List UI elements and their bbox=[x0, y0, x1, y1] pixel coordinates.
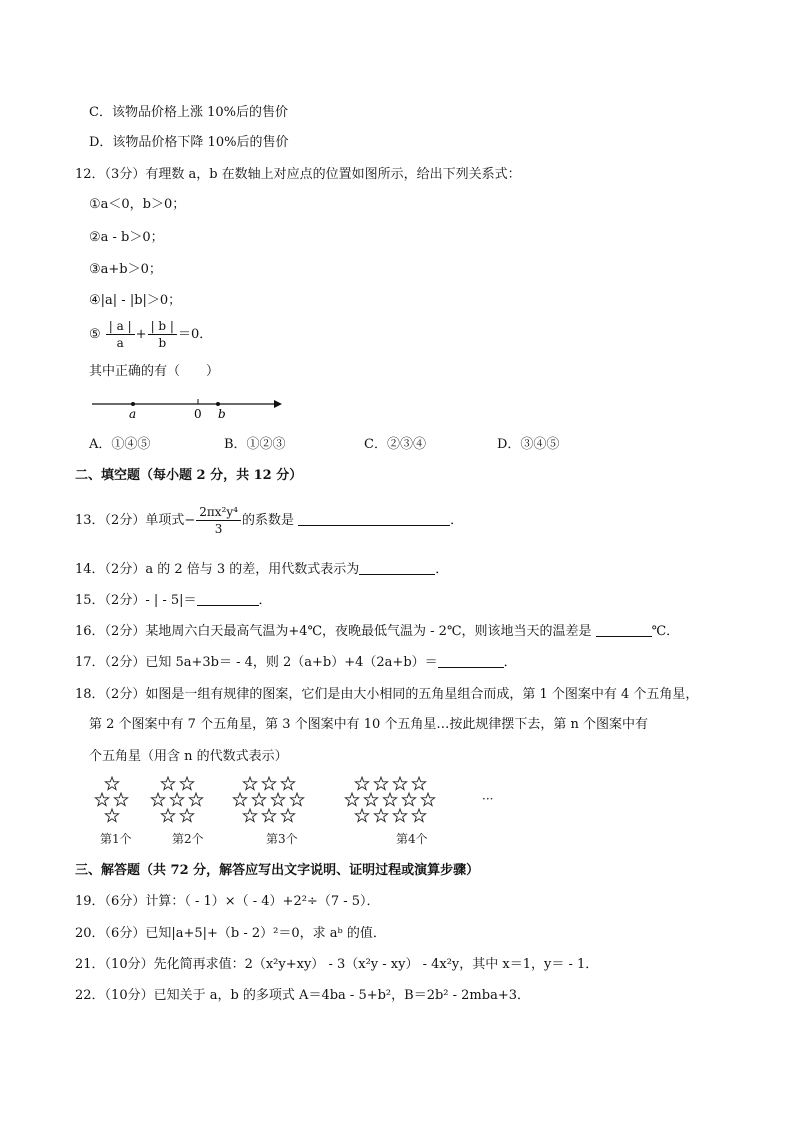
q13-suffix: 的系数是 bbox=[241, 513, 294, 528]
q13-minus: − bbox=[184, 513, 196, 528]
ellipsis: ··· bbox=[482, 792, 494, 806]
answer-blank[interactable] bbox=[197, 593, 259, 606]
number-line bbox=[88, 393, 284, 423]
fraction-numerator: | a | bbox=[106, 318, 135, 335]
star-icon bbox=[281, 809, 294, 822]
star-icon bbox=[252, 793, 265, 806]
star-icon bbox=[364, 793, 377, 806]
q12-statement-5 bbox=[89, 318, 212, 352]
q14-text: 14．（2分）a 的 2 倍与 3 的差，用代数式表示为 bbox=[75, 562, 360, 577]
q13-prefix: 13．（2分）单项式 bbox=[75, 513, 185, 528]
fraction-numerator: | b | bbox=[148, 318, 177, 335]
star-icon bbox=[345, 793, 358, 806]
star-icon bbox=[114, 793, 127, 806]
star-icon bbox=[402, 793, 415, 806]
answer-blank[interactable] bbox=[438, 655, 504, 668]
option-11-c: C．该物品价格上涨 10%后的售价 bbox=[89, 105, 288, 120]
star-icon bbox=[105, 777, 118, 790]
q12-s5-plus: + bbox=[135, 327, 147, 342]
q12-stem: 12．（3分）有理数 a，b 在数轴上对应点的位置如图所示，给出下列关系式： bbox=[75, 167, 521, 182]
star-icon bbox=[393, 777, 406, 790]
star-icon bbox=[271, 793, 284, 806]
star-icon bbox=[189, 793, 202, 806]
q21: 21．（10分）先化简再求值：2（x²y+xy） - 3（x²y - xy） - 4x²y，其中 x＝1，y＝ - 1． bbox=[75, 957, 599, 972]
q16-text: 16．（2分）某地周六白天最高气温为+4℃，夜晚最低气温为 - 2℃，则该地当天的温差是 bbox=[75, 624, 592, 639]
star-icon bbox=[170, 793, 183, 806]
star-icon bbox=[355, 809, 368, 822]
star-icon bbox=[180, 809, 193, 822]
q12-s5-suffix: ＝0． bbox=[177, 327, 213, 342]
q12-choice-c: C．②③④ bbox=[364, 437, 426, 452]
answer-blank[interactable] bbox=[596, 624, 652, 637]
star-pattern-figure bbox=[88, 775, 500, 851]
star-icon bbox=[412, 777, 425, 790]
q18-line-1: 18．（2分）如图是一组有规律的图案，它们是由大小相同的五角星组合而成，第 1 个图案中有 4 个五角星， bbox=[75, 687, 699, 702]
q15-end: ． bbox=[258, 593, 272, 608]
star-icon bbox=[421, 793, 434, 806]
q12-choice-d: D．③④⑤ bbox=[497, 437, 560, 452]
star-icon bbox=[412, 809, 425, 822]
star-icon bbox=[383, 793, 396, 806]
q12-choice-a: A．①④⑤ bbox=[89, 437, 151, 452]
label-b: b bbox=[218, 407, 226, 421]
star-icon bbox=[151, 793, 164, 806]
q12-s5-fraction-a bbox=[106, 318, 135, 351]
answer-blank[interactable] bbox=[359, 562, 435, 575]
section-3-heading: 三、解答题（共 72 分，解答应写出文字说明、证明过程或演算步骤） bbox=[75, 863, 480, 878]
q17-text: 17．（2分）已知 5a+3b＝ - 4，则 2（a+b）+4（2a+b）＝ bbox=[75, 655, 438, 670]
fraction-numerator: 2πx²y⁴ bbox=[196, 504, 241, 521]
q12-s5-fraction-b bbox=[148, 318, 177, 351]
option-11-d: D．该物品价格下降 10%后的售价 bbox=[89, 135, 289, 150]
star-icon bbox=[233, 793, 246, 806]
star-icon bbox=[374, 777, 387, 790]
q15 bbox=[75, 592, 272, 610]
point-b bbox=[216, 402, 220, 406]
q16 bbox=[75, 623, 679, 641]
q12-statement-2: ②a - b＞0； bbox=[89, 230, 164, 245]
star-icon bbox=[262, 777, 275, 790]
q12-which: 其中正确的有（ ） bbox=[89, 364, 220, 379]
q19: 19．（6分）计算：（ - 1）×（ - 4）+2²÷（7 - 5）． bbox=[75, 894, 380, 909]
q20: 20．（6分）已知|a+5|+（b - 2）²＝0，求 aᵇ 的值． bbox=[75, 926, 386, 941]
q13 bbox=[75, 501, 463, 541]
q17 bbox=[75, 654, 517, 672]
star-icon bbox=[243, 809, 256, 822]
q14-end: ． bbox=[435, 562, 449, 577]
q16-end: ℃． bbox=[651, 624, 680, 639]
caption-figure-4: 第4个 bbox=[396, 832, 428, 846]
label-a: a bbox=[129, 407, 137, 421]
caption-figure-3: 第3个 bbox=[266, 832, 298, 846]
point-a bbox=[131, 402, 135, 406]
star-icon bbox=[281, 777, 294, 790]
star-icon bbox=[243, 777, 256, 790]
q13-end: ． bbox=[450, 513, 464, 528]
fraction-denominator: 3 bbox=[214, 522, 223, 536]
q13-fraction bbox=[196, 504, 241, 537]
star-icon bbox=[180, 777, 193, 790]
caption-figure-1: 第1个 bbox=[100, 832, 132, 846]
star-icon bbox=[374, 809, 387, 822]
section-2-heading: 二、填空题（每小题 2 分，共 12 分） bbox=[75, 468, 303, 483]
star-icon bbox=[105, 809, 118, 822]
q12-choice-b: B．①②③ bbox=[224, 437, 286, 452]
star-icon bbox=[262, 809, 275, 822]
star-icon bbox=[161, 777, 174, 790]
q12-statement-3: ③a+b＞0； bbox=[89, 262, 162, 277]
q22: 22．（10分）已知关于 a，b 的多项式 A＝4ba - 5+b²，B＝2b² - 2mba+3． bbox=[75, 988, 530, 1003]
star-icon bbox=[290, 793, 303, 806]
q12-statement-4: ④|a| - |b|＞0； bbox=[89, 293, 182, 308]
q15-text: 15．（2分）- | - 5|＝ bbox=[75, 593, 197, 608]
star-icon bbox=[161, 809, 174, 822]
q18-line-3: 个五角星（用含 n 的代数式表示） bbox=[89, 749, 288, 764]
fraction-denominator: a bbox=[116, 336, 124, 350]
answer-blank[interactable] bbox=[298, 513, 450, 526]
star-icon bbox=[393, 809, 406, 822]
fraction-denominator: b bbox=[158, 336, 167, 350]
q12-s5-prefix: ⑤ bbox=[89, 327, 101, 342]
q14 bbox=[75, 561, 448, 579]
q17-end: ． bbox=[503, 655, 517, 670]
q12-statement-1: ①a＜0，b＞0； bbox=[89, 197, 186, 212]
caption-figure-2: 第2个 bbox=[172, 832, 204, 846]
star-icon bbox=[355, 777, 368, 790]
q18-line-2: 第 2 个图案中有 7 个五角星，第 3 个图案中有 10 个五角星…按此规律摆下去，第 n 个图案中有 bbox=[89, 717, 649, 732]
star-icon bbox=[95, 793, 108, 806]
label-zero: 0 bbox=[194, 407, 202, 421]
